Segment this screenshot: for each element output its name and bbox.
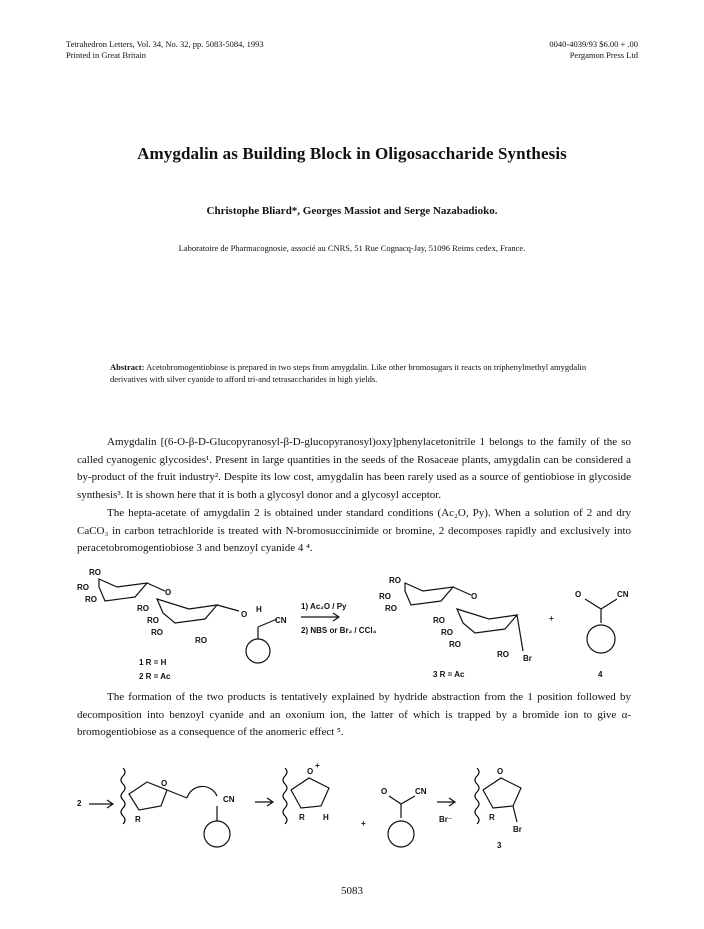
ro-label: RO xyxy=(77,583,89,592)
paragraph-intro: Amygdalin [(6-O-β-D-Glucopyranosyl-β-D-glucopyranosyl)oxy]phenylacetonitrile 1 belongs to the family of the so called cyanogenic glycosides¹. Present in large quantities in the seeds of the Rosaceae plants, amygdalin can be considered a by-product of the fruit industry². Despite its low cost, amygdalin has been rarely used as a source of gentiobiose in glycoside synthesis³. It is shown here that it is both a glycosyl donor and a glycosyl acceptor. xyxy=(77,436,631,501)
ring-oxygen: O xyxy=(165,588,172,597)
r-label: R xyxy=(299,813,305,822)
reaction-scheme-1 xyxy=(77,565,637,680)
mechanism-arrow xyxy=(437,798,455,806)
abstract xyxy=(110,361,600,385)
plus-sign: + xyxy=(361,819,366,828)
ring-oxygen: O xyxy=(471,592,478,601)
phenyl-ring xyxy=(388,821,414,847)
bromide-ion: Br⁻ xyxy=(439,815,453,824)
r-label: R xyxy=(489,813,495,822)
bromogentiobiose-structure xyxy=(405,583,523,651)
paragraph-mechanism: The formation of the two products is tentatively explained by hydride abstraction from the 1 position followed by decomposition into benzoyl cyanide and an oxonium ion, the latter of which is trapped by a bromide ion to give α-bromogentiobiose as a consequence of the anomeric effect ⁵. xyxy=(77,691,631,738)
ro-label: RO xyxy=(85,595,97,604)
abstract-label: Abstract: xyxy=(110,362,145,372)
wavy-bond xyxy=(475,768,479,824)
page-number: 5083 xyxy=(341,885,363,897)
ro-label: RO xyxy=(433,616,445,625)
intermediate-ring xyxy=(129,782,217,810)
phenyl-ring xyxy=(204,821,230,847)
compound-3-label: 3 xyxy=(497,841,502,850)
benzoyl-cyanide-bonds xyxy=(389,796,415,818)
ring-oxygen: O xyxy=(497,767,504,776)
compound-4-label: 4 xyxy=(598,670,603,679)
nitrile-label: CN xyxy=(275,616,287,625)
amygdalin-structure xyxy=(99,579,277,663)
ro-label: RO xyxy=(449,640,461,649)
mechanism-arrow xyxy=(255,798,273,806)
nitrile-label: CN xyxy=(415,787,427,796)
bromine-label: Br xyxy=(513,825,522,834)
bromine-label: Br xyxy=(523,654,532,663)
journal-line: Tetrahedron Letters, Vol. 34, No. 32, pp. 5083-5084, 1993 xyxy=(66,39,264,49)
hydrogen-label: H xyxy=(256,605,262,614)
hydrogen-label: H xyxy=(323,813,329,822)
ro-label: RO xyxy=(389,576,401,585)
wavy-bond xyxy=(283,768,287,824)
wavy-bond xyxy=(121,768,125,824)
mechanism-scheme xyxy=(77,760,547,865)
publisher-code xyxy=(498,39,638,61)
ro-label: RO xyxy=(385,604,397,613)
compound-1-label: 1 R = H xyxy=(139,658,167,667)
carbonyl-oxygen: O xyxy=(381,787,388,796)
mechanism-arrow xyxy=(89,800,113,808)
r-label: R xyxy=(135,815,141,824)
glycosidic-oxygen: O xyxy=(241,610,248,619)
step-1-conditions: 1) Ac₂O / Py xyxy=(301,602,347,611)
nitrile-label: CN xyxy=(617,590,629,599)
ring-oxygen: O xyxy=(161,779,168,788)
ro-label: RO xyxy=(151,628,163,637)
printed-line: Printed in Great Britain xyxy=(66,50,147,60)
paragraph-reaction: The hepta-acetate of amygdalin 2 is obtained under standard conditions (Ac₂O, Py). When a solution of 2 and dry CaCO₃ in carbon tetrachloride is treated with N-bromosuccinimide or bromine, 2 decomposes rapidly and exclusively into peracetobromogentiobiose 3 and benzoyl cyanide 4 ⁴. xyxy=(77,507,631,554)
ro-label: RO xyxy=(195,636,207,645)
paper-title: Amygdalin as Building Block in Oligosaccharide Synthesis xyxy=(137,144,567,163)
ro-label: RO xyxy=(137,604,149,613)
ro-label: RO xyxy=(441,628,453,637)
carbonyl-oxygen: O xyxy=(575,590,582,599)
compound-2-label: 2 R = Ac xyxy=(139,672,171,680)
ro-label: RO xyxy=(147,616,159,625)
ro-label: RO xyxy=(89,568,101,577)
publisher-name: Pergamon Press Ltd xyxy=(569,50,638,60)
reaction-arrow xyxy=(301,613,339,621)
nitrile-label: CN xyxy=(223,795,235,804)
oxonium-ring xyxy=(291,778,329,808)
journal-citation xyxy=(66,39,264,61)
step-2-conditions: 2) NBS or Br₂ / CCl₄ xyxy=(301,626,377,635)
affiliation: Laboratoire de Pharmacognosie, associé au CNRS, 51 Rue Cognacq-Jay, 51096 Reims cedex, France. xyxy=(178,243,526,253)
compound-2-label: 2 xyxy=(77,799,82,808)
oxonium-charge: + xyxy=(315,761,320,770)
oxonium-oxygen: O xyxy=(307,767,314,776)
abstract-text: Acetobromogentiobiose is prepared in two steps from amygdalin. Like other bromosugars it reacts on triphenylmethyl amygdalin derivatives with silver cyanide to afford tri-and tetrasaccharides in high yields. xyxy=(110,362,587,384)
plus-sign: + xyxy=(549,614,554,623)
compound-3-label: 3 R = Ac xyxy=(433,670,465,679)
benzoyl-cyanide-structure xyxy=(585,599,617,653)
ro-label: RO xyxy=(497,650,509,659)
ro-label: RO xyxy=(379,592,391,601)
authors: Christophe Bliard*, Georges Massiot and Serge Nazabadioko. xyxy=(206,205,498,217)
price-code: 0040-4039/93 $6.00 + .00 xyxy=(549,39,638,49)
